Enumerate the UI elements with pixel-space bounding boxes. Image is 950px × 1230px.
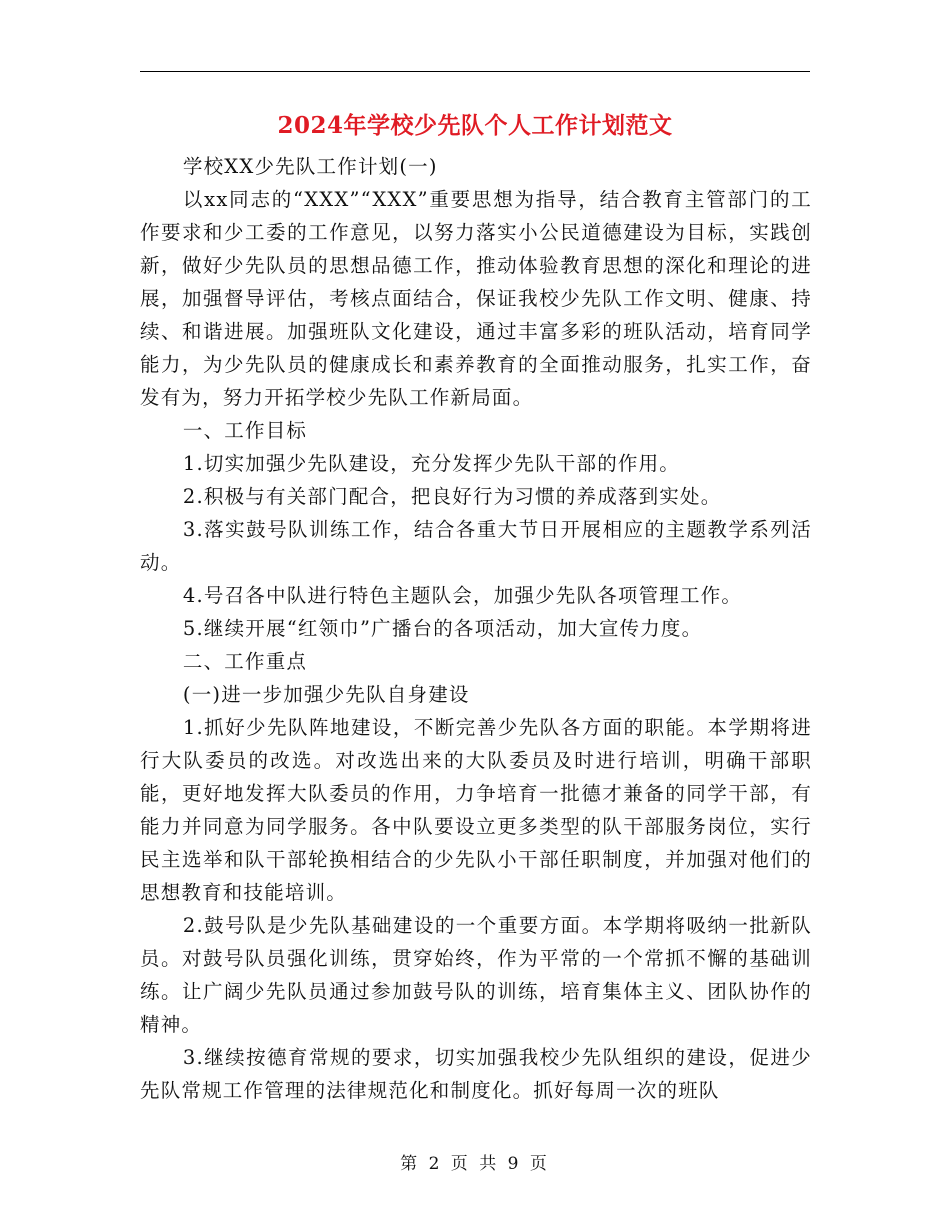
- goal-item-5: 5.继续开展“红领巾”广播台的各项活动，加大宣传力度。: [182, 617, 703, 640]
- goal-item-4: 4.号召各中队进行特色主题队会，加强少先队各项管理工作。: [182, 584, 743, 607]
- section-heading-focus: 二、工作重点: [182, 650, 308, 673]
- document-body: [140, 150, 812, 1107]
- goal-item-1: 1.切实加强少先队建设，充分发挥少先队干部的作用。: [182, 452, 680, 475]
- header-rule: [140, 71, 810, 72]
- paragraph-intro: 以xx同志的“XXX”“XXX”重要思想为指导，结合教育主管部门的工作要求和少工委的工作意见，以努力落实小公民道德建设为目标，实践创新，做好少先队员的思想品德工作，推动体验教育思想的深化和理论的进展，加强督导评估，考核点面结合，保证我校少先队工作文明、健康、持续、和谐进展。加强班队文化建设，通过丰富多彩的班队活动，培育同学能力，为少先队员的健康成长和素养教育的全面推动服务，扎实工作，奋发有为，努力开拓学校少先队工作新局面。: [140, 188, 812, 409]
- subsection-heading-1: (一)进一步加强少先队自身建设: [182, 683, 470, 706]
- paragraph-plan-heading: 学校XX少先队工作计划(一): [182, 155, 438, 178]
- goal-item-3: 3.落实鼓号队训练工作，结合各重大节日开展相应的主题教学系列活动。: [140, 518, 812, 574]
- goal-item-2: 2.积极与有关部门配合，把良好行为习惯的养成落到实处。: [182, 485, 722, 508]
- section-heading-goals: 一、工作目标: [182, 419, 308, 442]
- focus-item-1: 1.抓好少先队阵地建设，不断完善少先队各方面的职能。本学期将进行大队委员的改选。对改选出来的大队委员及时进行培训，明确干部职能，更好地发挥大队委员的作用，力争培育一批德才兼备的同学干部，有能力并同意为同学服务。各中队要设立更多类型的队干部服务岗位，实行民主选举和队干部轮换相结合的少先队小干部任职制度，并加强对他们的思想教育和技能培训。: [140, 716, 812, 904]
- focus-item-3: 3.继续按德育常规的要求，切实加强我校少先队组织的建设，促进少先队常规工作管理的法律规范化和制度化。抓好每周一次的班队: [140, 1046, 812, 1102]
- document-title: 2024年学校少先队个人工作计划范文: [277, 112, 673, 139]
- page-footer: 第 2 页 共 9 页: [400, 1154, 550, 1174]
- focus-item-2: 2.鼓号队是少先队基础建设的一个重要方面。本学期将吸纳一批新队员。对鼓号队员强化训练，贯穿始终，作为平常的一个常抓不懈的基础训练。让广阔少先队员通过参加鼓号队的训练，培育集体主义、团队协作的精神。: [140, 914, 812, 1036]
